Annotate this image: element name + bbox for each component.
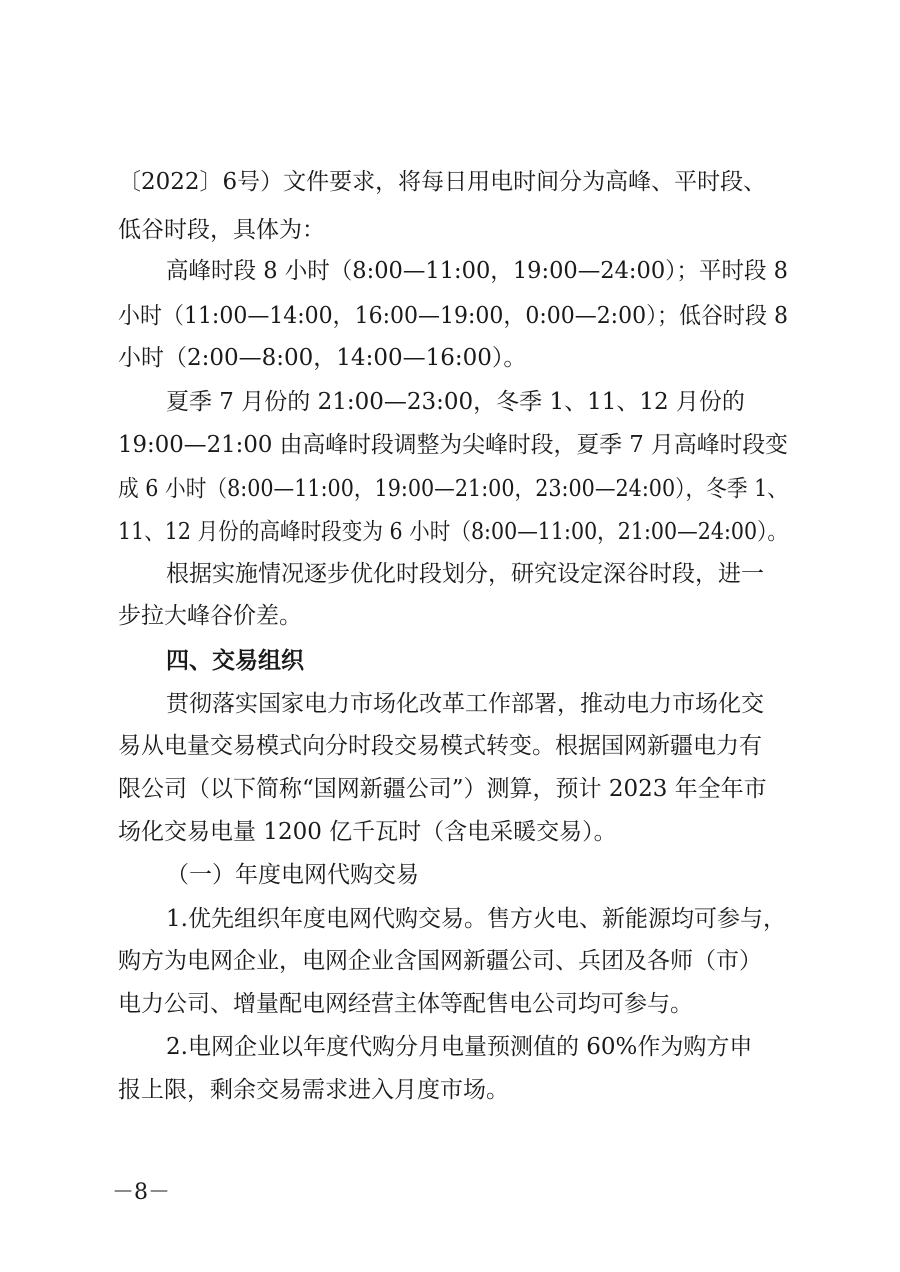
body-text-line: 贯彻落实国家电力市场化改革工作部署，推动电力市场化交 [166,691,764,717]
body-text-line: 11、12 月份的高峰时段变为 6 小时（8:00—11:00，21:00—24:00）。 [118,519,789,545]
body-text-line: 易从电量交易模式向分时段交易模式转变。根据国网新疆电力有 [118,733,762,759]
body-text-line: 1.优先组织年度电网代购交易。售方火电、新能源均可参与， [166,906,786,932]
page-number: －8－ [112,1180,170,1205]
body-text-line: 小时（11:00—14:00，16:00—19:00，0:00—2:00）；低谷时段 8 [118,303,788,329]
body-text-line: 〔2022〕6号）文件要求，将每日用电时间分为高峰、平时段、 [118,169,767,195]
section-heading: 四、交易组织 [166,648,304,674]
body-text-line: 报上限，剩余交易需求进入月度市场。 [118,1077,509,1103]
body-text-line: 成 6 小时（8:00—11:00，19:00—21:00，23:00—24:00），冬季 1、 [118,476,788,502]
subsection-heading: （一）年度电网代购交易 [166,862,419,888]
body-text-line: 低谷时段，具体为： [118,217,325,243]
body-text-line: 夏季 7 月份的 21:00—23:00，冬季 1、11、12 月份的 [166,389,745,415]
body-text-line: 电力公司、增量配电网经营主体等配售电公司均可参与。 [118,991,693,1017]
body-text-line: 限公司（以下简称“国网新疆公司”）测算，预计 2023 年全年市 [118,776,767,802]
body-text-line: 高峰时段 8 小时（8:00—11:00，19:00—24:00）；平时段 8 [166,258,788,284]
body-text-line: 购方为电网企业，电网企业含国网新疆公司、兵团及各师（市） [118,948,762,974]
body-text-line: 2.电网企业以年度代购分月电量预测值的 60%作为购方申 [166,1034,753,1060]
body-text-line: 小时（2:00—8:00，14:00—16:00）。 [118,345,527,371]
body-text-line: 19:00—21:00 由高峰时段调整为尖峰时段，夏季 7 月高峰时段变 [118,432,789,458]
body-text-line: 步拉大峰谷价差。 [118,603,302,629]
body-text-line: 场化交易电量 1200 亿千瓦时（含电采暖交易）。 [118,819,617,845]
body-text-line: 根据实施情况逐步优化时段划分，研究设定深谷时段，进一 [166,561,764,587]
